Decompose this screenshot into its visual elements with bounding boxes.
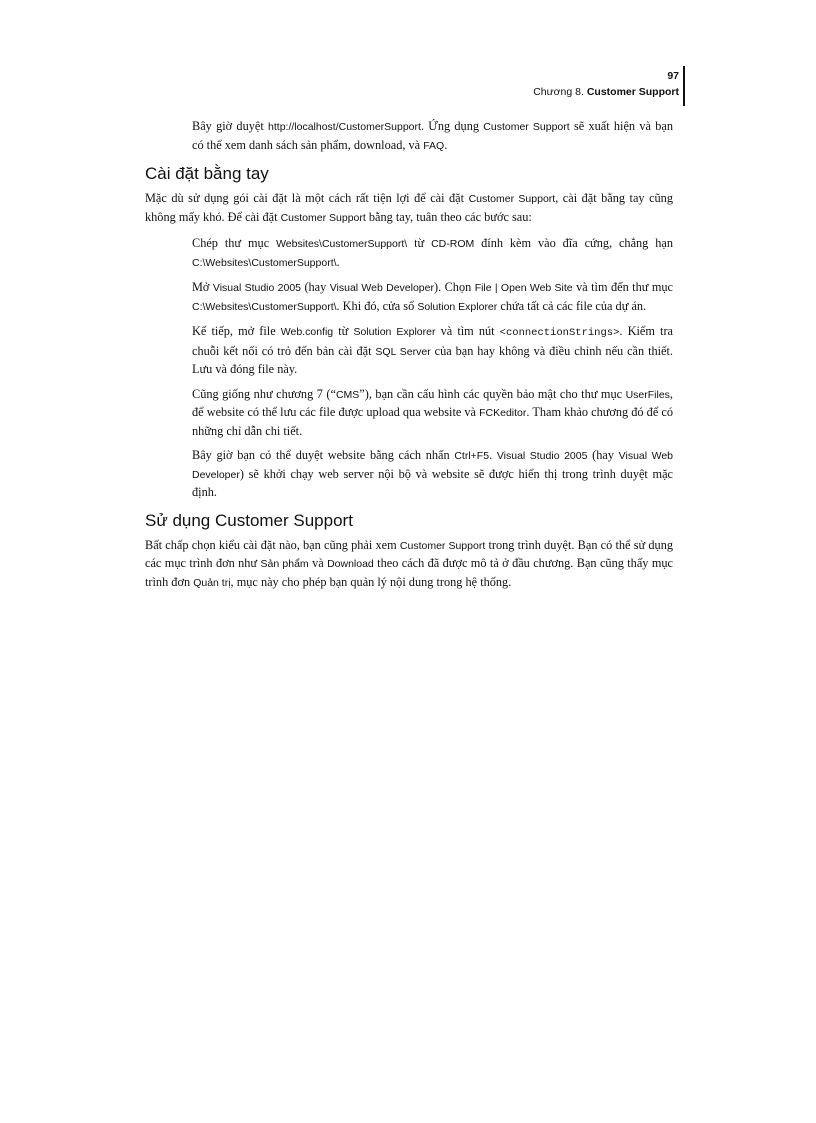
- header-rule: [683, 66, 685, 106]
- text-run: trong trình duyệt. Bạn có thể sử dụng các mục trình đơn như: [145, 537, 673, 570]
- text-run: ). Chọn: [433, 280, 475, 294]
- step-4: [192, 386, 673, 441]
- term-text: Visual Studio 2005: [212, 282, 301, 294]
- app-name: Customer Support: [483, 121, 570, 133]
- text-run: Bất chấp chọn kiểu cài đặt nào, bạn cũng phải xem: [145, 537, 400, 552]
- text-run: đính kèm vào đĩa cứng, chẳng hạn: [474, 236, 673, 250]
- term-text: Visual Studio 2005: [496, 450, 588, 462]
- text-run: Bây giờ duyệt: [192, 119, 269, 133]
- text-run: Mở: [192, 280, 213, 294]
- text-run: của bạn hay không và điều chỉnh nếu cần thiết. Lưu và đóng file này.: [192, 343, 674, 376]
- text-run: . Khi đó, cửa sổ: [336, 298, 418, 313]
- text-run: . Ứng dụng: [420, 119, 484, 133]
- text-run: (hay: [587, 448, 619, 462]
- text-run: . Kiểm tra chuỗi kết nối có trỏ đến bản cài đặt: [192, 324, 674, 358]
- text-run: , để website có thể lưu các file được upload qua website và: [192, 386, 673, 419]
- url-text: http://localhost/CustomerSupport: [268, 121, 421, 133]
- term-text: Solution Explorer: [417, 300, 498, 313]
- text-run: .: [489, 448, 497, 462]
- term-text: Visual Web Developer: [329, 282, 434, 294]
- text-run: Mặc dù sử dụng gói cài đặt là một cách rất tiện lợi để cài đặt: [145, 191, 469, 205]
- chapter-prefix: Chương 8.: [533, 86, 584, 98]
- text-run: (hay: [301, 280, 330, 294]
- text-run: , mục này cho phép bạn quản lý nội dung trong hệ thống.: [230, 574, 512, 589]
- text-run: từ: [407, 236, 432, 250]
- app-name: Customer Support: [399, 539, 486, 552]
- text-run: . Tham khảo chương đó để có những chỉ dẫn chi tiết.: [192, 405, 673, 438]
- menu-item-text: Quản trị: [193, 576, 231, 589]
- term-text: CD-ROM: [431, 238, 475, 250]
- term-text: Visual Web Developer: [192, 450, 674, 481]
- text-run: theo cách đã được mô tả ở đầu chương. Bạn cũng thấy mục trình đơn: [145, 556, 673, 589]
- section-heading-manual-install: Cài đặt bằng tay: [145, 164, 269, 183]
- term-text: UserFiles: [625, 388, 670, 401]
- menu-item-text: Sản phẩm: [260, 558, 309, 570]
- text-run: từ: [333, 324, 354, 338]
- faq-term: FAQ: [423, 139, 445, 152]
- step-5: [192, 447, 673, 502]
- text-run: Cũng giống như chương 7 (“: [192, 386, 336, 401]
- text-run: , cài đặt bằng tay cũng không mấy khó. Để cài đặt: [145, 191, 673, 224]
- app-name: Customer Support: [468, 193, 556, 205]
- text-run: và: [308, 556, 328, 570]
- step-1: [192, 235, 673, 272]
- menu-path-text: File | Open Web Site: [474, 282, 573, 294]
- text-run: và tìm nút: [435, 324, 500, 338]
- term-text: SQL Server: [375, 345, 431, 358]
- text-run: và tìm đến thư mục: [572, 280, 674, 294]
- term-text: CMS: [335, 388, 360, 401]
- step-3: [192, 323, 673, 379]
- text-run: sẽ xuất hiện và bạn có thể xem danh sách sản phẩm, download, và: [192, 119, 673, 152]
- section-heading-using-customer-support: Sử dụng Customer Support: [145, 510, 353, 530]
- install-steps: [145, 235, 673, 502]
- step-2: [192, 279, 673, 316]
- manual-install-paragraph: [145, 190, 673, 227]
- path-text: C:\Websites\CustomerSupport\: [192, 256, 337, 269]
- text-run: Kế tiếp, mở file: [192, 324, 281, 338]
- page-body: [145, 118, 673, 592]
- chapter-line: [533, 84, 679, 100]
- path-text: C:\Websites\CustomerSupport\: [192, 300, 337, 313]
- usage-paragraph: [145, 537, 673, 593]
- intro-paragraph: [192, 118, 673, 155]
- menu-item-text: Download: [327, 558, 374, 570]
- text-run: .: [444, 137, 448, 152]
- running-header: [533, 68, 679, 100]
- app-name: Customer Support: [280, 211, 366, 224]
- text-run: ”), bạn cần cấu hình các quyền bảo mật cho thư mục: [359, 386, 626, 401]
- shortcut-text: Ctrl+F5: [454, 450, 490, 462]
- text-run: chứa tất cả các file của dự án.: [497, 298, 647, 313]
- code-text: <connectionStrings>: [499, 327, 620, 339]
- text-run: Chép thư mục: [192, 236, 277, 250]
- page-number: 97: [667, 70, 679, 82]
- text-run: bằng tay, tuân theo các bước sau:: [365, 209, 532, 224]
- path-text: Websites\CustomerSupport\: [276, 238, 408, 250]
- text-run: Bây giờ bạn có thể duyệt website bằng cách nhấn: [192, 448, 455, 462]
- text-run: ) sẽ khởi chạy web server nội bộ và website sẽ được hiển thị trong trình duyệt mặc định.: [192, 466, 673, 499]
- text-run: .: [336, 254, 340, 269]
- term-text: Web.config: [280, 326, 334, 338]
- term-text: Solution Explorer: [353, 326, 436, 338]
- chapter-title: Customer Support: [586, 86, 679, 98]
- term-text: FCKeditor: [479, 407, 527, 419]
